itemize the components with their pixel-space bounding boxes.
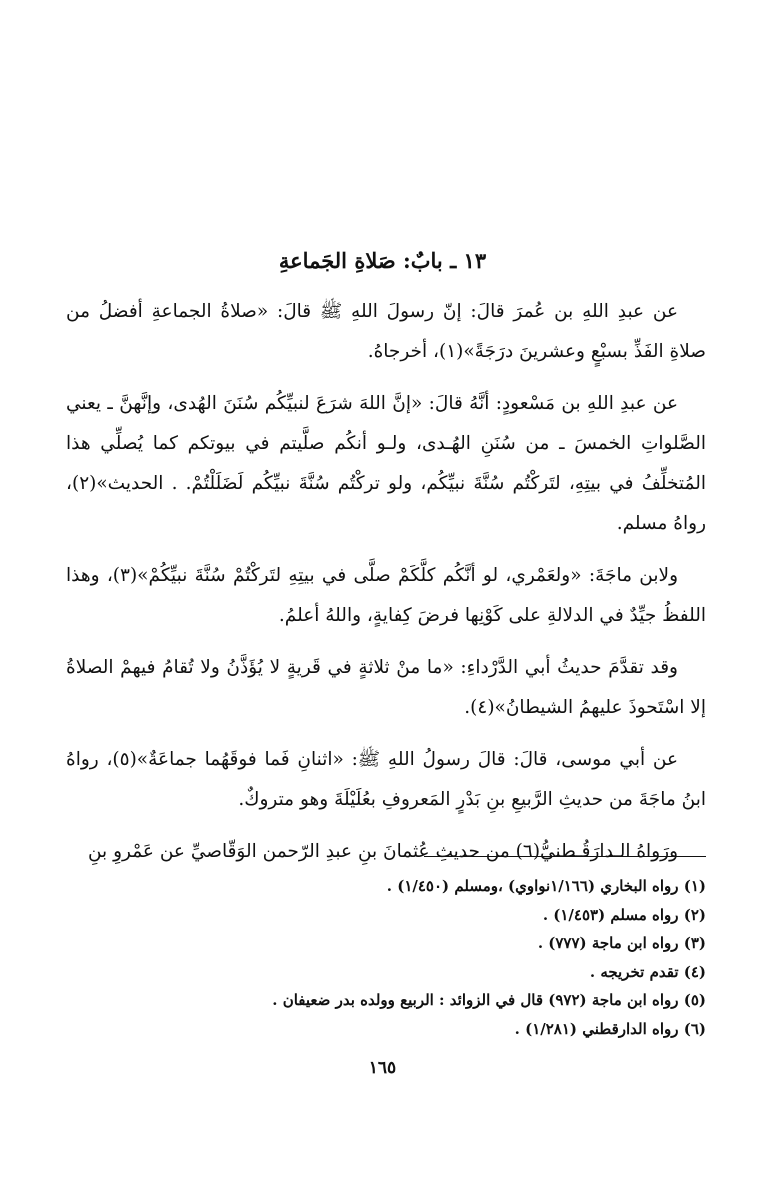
footnote-6: (٦) رواه الدارقطني (١/٢٨١) . xyxy=(514,1019,706,1038)
paragraph-1: عن عبدِ اللهِ بن عُمرَ قالَ: إنّ رسولَ اللهِ ﷺ قالَ: «صلاةُ الجماعةِ أفضلُ من صلاةِ الفَذِّ بسبْعٍ وعشرينَ درَجَةً»(١)، أخرجاهُ. xyxy=(66,301,706,362)
main-text xyxy=(66,292,706,872)
paragraph-5: عن أبي موسى، قالَ: قالَ رسولُ اللهِ ﷺ: «اثنانِ فَما فوقَهُما جماعَةٌ»(٥)، رواهُ ابنُ ماجَةَ من حديثِ الرَّبيعِ بنِ بَدْرٍ المَعروفِ بعُلَيْلَةَ وهو متروكٌ. xyxy=(66,749,706,810)
footnote-divider xyxy=(424,856,706,857)
footnote-4: (٤) تقدم تخريجه . xyxy=(589,962,706,981)
footnote-5: (٥) رواه ابن ماجة (٩٧٢) قال في الزوائد : الربيع وولده بدر ضعيفان . xyxy=(272,991,706,1010)
paragraph-6: ورَواهُ الـدارَقُـطنيُّ(٦) من حديثِ عُثمانَ بنِ عبدِ الرّحمن الوَقّاصيِّ عن عَمْروِ بنِ xyxy=(87,841,678,862)
paragraph-4: وقد تقدَّمَ حديثُ أبي الدَّرْداءِ: «ما منْ ثلاثةٍ في قَريةٍ لا يُؤَذَّنُ ولا تُقامُ فيهمْ الصلاةُ إلا اسْتَحوذَ عليهمُ الشيطانُ»(٤). xyxy=(66,657,706,718)
footnotes xyxy=(66,872,706,1044)
paragraph-2: عن عبدِ اللهِ بن مَسْعودٍ: أنَّهُ قالَ: «إنَّ اللهَ شرَعَ لنبيِّكُم سُنَنَ الهُدى، وإنَّهنَّ ـ يعني الصَّلواتِ الخمسَ ـ من سُنَنِ الهُـدى، ولـو أنكُم صلَّيتم في بيوتكم كما يُصلِّي هذا المُتخلِّفُ في بيتِهِ، لتَركْتُم سُنَّةَ نبيِّكُم، ولو تركْتُم سُنَّةَ نبيِّكُم لَضَلَلْتُمْ. . الحديث»(٢)، رواهُ مسلم. xyxy=(66,393,706,534)
footnote-1: (١) رواه البخاري (١/١٦٦نواوي) ،ومسلم (١/٤٥٠) . xyxy=(386,877,706,895)
page-number: ١٦٥ xyxy=(368,1058,397,1078)
chapter-heading: ١٣ ـ بابٌ: صَلاةِ الجَماعةِ xyxy=(278,248,487,273)
paragraph-3: ولابن ماجَةَ: «ولعَمْري، لو أنَّكُم كلَّكَمْ صلَّى في بيتِهِ لتَركْتُمْ سُنَّةَ نبيِّكُمْ»(٣)، وهذا اللفظُ جيِّدٌ في الدلالةِ على كَوْنِها فرضَ كِفايةٍ، واللهُ أعلمُ. xyxy=(66,565,706,626)
footnote-3: (٣) رواه ابن ماجة (٧٧٧) . xyxy=(537,934,706,953)
footnote-2: (٢) رواه مسلم (١/٤٥٣) . xyxy=(542,905,706,924)
